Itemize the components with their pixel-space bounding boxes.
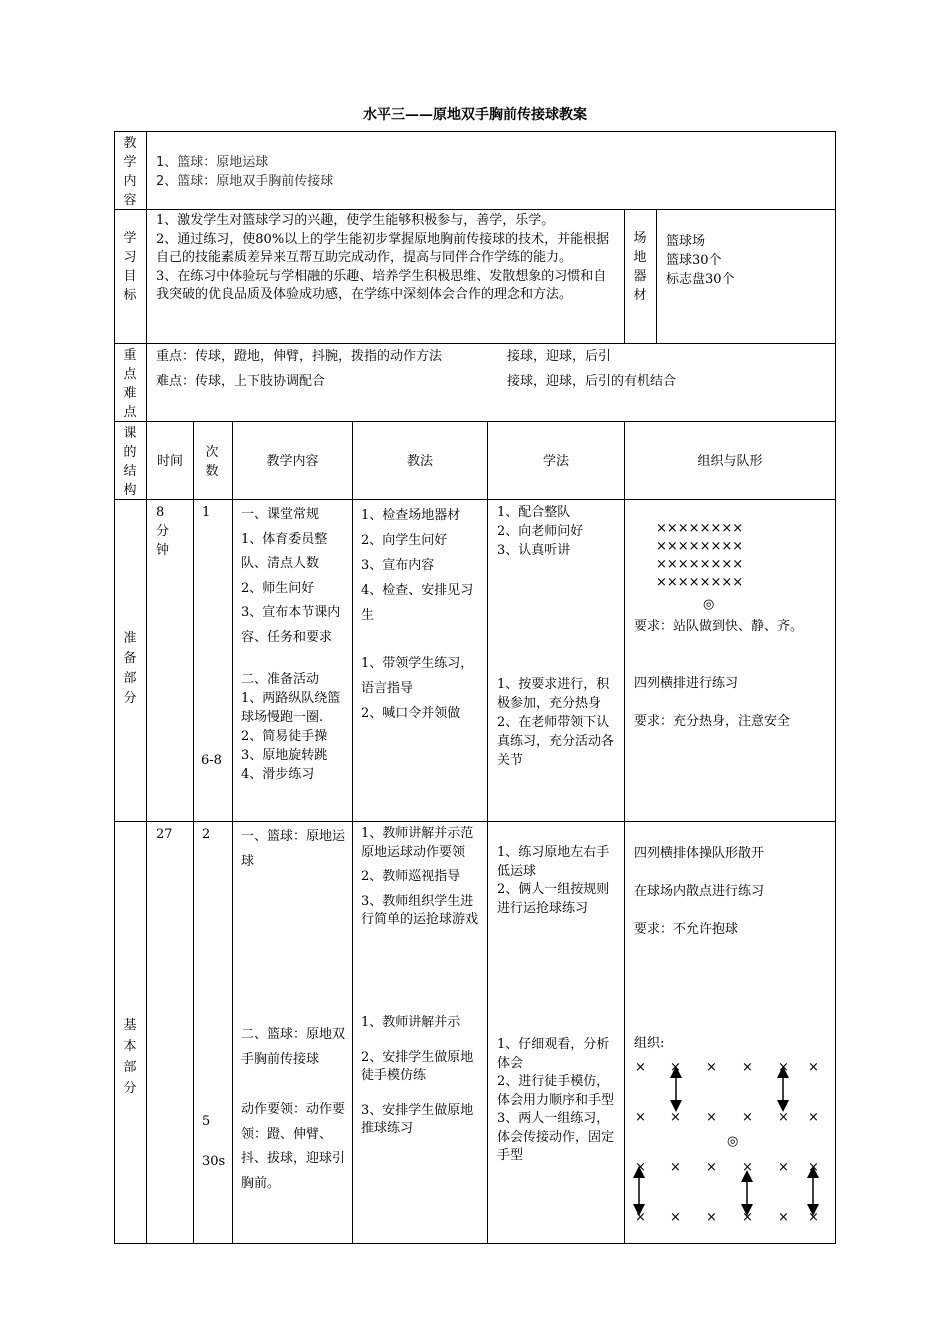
basic-method-b: 1、教师讲解并示 2、安排学生做原地徒手模仿练 3、安排学生做原地推球练习: [361, 1015, 474, 1136]
pass-arrows: [620, 1060, 835, 1230]
basic-org-label: 组织:: [634, 1036, 665, 1051]
player-x: ×: [742, 1210, 753, 1225]
prep-method-b: 1、带领学生练习，语言指导 2、喊口令并领做: [361, 656, 474, 721]
key-point-right: 接球，迎球，后引: [507, 349, 612, 364]
venue-label: 场 地 器 材: [633, 231, 647, 303]
prep-study-a: 1、配合整队 2、向老师问好 3、认真听讲: [497, 505, 584, 558]
count-header: 次 数: [205, 445, 219, 479]
study-header: 学法: [542, 454, 569, 469]
player-x: ×: [808, 1110, 819, 1125]
player-x: ×: [635, 1210, 646, 1225]
formation-row: ××××××××: [656, 557, 744, 572]
prep-label: 准 备 部 分: [123, 631, 137, 706]
basic-time: 27: [156, 827, 173, 842]
player-x: ×: [635, 1110, 646, 1125]
player-x: ×: [742, 1110, 753, 1125]
player-x: ×: [778, 1210, 789, 1225]
basic-study-a: 1、练习原地左右手低运球 2、俩人一组按规则进行运抢球练习: [497, 845, 610, 916]
teaching-content: 1、篮球：原地运球 2、篮球：原地双手胸前传接球: [156, 155, 334, 189]
key-point: 重点：传球，蹬地，伸臂，抖腕，拨指的动作方法: [156, 349, 443, 364]
player-x: ×: [706, 1110, 717, 1125]
player-x: ×: [778, 1110, 789, 1125]
player-x: ×: [635, 1160, 646, 1175]
basic-label: 基 本 部 分: [123, 1018, 137, 1096]
structure-header: 课 的 结 构: [123, 426, 137, 498]
prep-org-requirement: 要求：站队做到快、静、齐。: [634, 619, 804, 634]
player-x: ×: [742, 1060, 753, 1075]
basic-count-2: 5: [202, 1114, 211, 1129]
prep-count-1: 1: [202, 505, 211, 520]
prep-method-a: 1、检查场地器材 2、向学生问好 3、宣布内容 4、检查、安排见习生: [361, 508, 474, 623]
formation-row: ××××××××: [656, 539, 744, 554]
basic-org-a: 四列横排体操队形散开 在球场内散点进行练习 要求：不允许抱球: [634, 846, 765, 937]
method-header: 教法: [406, 454, 433, 469]
basic-count-3: 30s: [202, 1154, 226, 1169]
player-x: ×: [670, 1160, 681, 1175]
content-header: 教学内容: [266, 454, 319, 469]
player-x: ×: [670, 1110, 681, 1125]
prep-org-requirement-2: 要求：充分热身，注意安全: [634, 714, 791, 729]
player-x: ×: [706, 1210, 717, 1225]
prep-study-b: 1、按要求进行，积极参加，充分热身 2、在老师带领下认真练习，充分活动各关节: [497, 677, 615, 768]
difficult-point-right: 接球，迎球，后引的有机结合: [507, 374, 677, 389]
basic-count-1: 2: [202, 827, 211, 842]
player-x: ×: [742, 1160, 753, 1175]
teacher-mark: ◎: [703, 597, 715, 612]
learning-goals-label: 学 习 目 标: [123, 231, 137, 303]
prep-org-practice: 四列横排进行练习: [634, 676, 739, 691]
player-x: ×: [778, 1060, 789, 1075]
prep-time: 8 分 钟: [156, 505, 170, 558]
basic-content-c: 动作要领：动作要领：蹬、伸臂、抖、拔球，迎球引胸前。: [241, 1102, 346, 1191]
player-x: ×: [670, 1210, 681, 1225]
player-x: ×: [778, 1160, 789, 1175]
player-x: ×: [808, 1060, 819, 1075]
prep-count-2: 6-8: [201, 753, 222, 768]
basic-content-b: 二、篮球：原地双手胸前传接球: [241, 1027, 346, 1067]
player-x: ×: [808, 1210, 819, 1225]
teacher-mark: ◎: [727, 1134, 739, 1149]
formation-row: ××××××××: [656, 521, 744, 536]
key-points-label: 重 点 难 点: [123, 348, 137, 420]
basic-study-b: 1、仔细观看，分析体会 2、进行徒手模仿，体会用力顺序和手型 3、两人一组练习，体会传接动作，固定手型: [497, 1037, 615, 1163]
player-x: ×: [635, 1060, 646, 1075]
player-x: ×: [670, 1060, 681, 1075]
time-header: 时间: [156, 454, 183, 469]
player-x: ×: [706, 1060, 717, 1075]
basic-content-a: 一、篮球：原地运球: [241, 829, 346, 869]
venue-equipment: 篮球场 篮球30个 标志盘30个: [666, 234, 735, 287]
learning-goals: 1、激发学生对篮球学习的兴趣，使学生能够积极参与，善学，乐学。 2、通过练习，使80%以上的学生能初步掌握原地胸前传接球的技术，并能根据自己的技能素质差异来互帮互助完成动作，提高与同伴合作学练的能力。 3、在练习中体验玩与学相融的乐趣、培养学生积极思维、发散想象的习惯和自我突破的优良品质及体验成功感，在学练中深刻体会合作的理念和方法。: [156, 213, 610, 302]
org-header: 组织与队形: [697, 454, 763, 469]
page-title: 水平三——原地双手胸前传接球教案: [363, 107, 587, 123]
player-x: ×: [706, 1160, 717, 1175]
prep-content-b: 二、准备活动 1、两路纵队绕篮球场慢跑一圈. 2、简易徒手操 3、原地旋转跳 4、滑步练习: [241, 672, 341, 782]
prep-content-a: 一、课堂常规 1、体育委员整队、清点人数 2、师生问好 3、宣布本节课内容、任务和要求: [241, 507, 341, 645]
difficult-point: 难点：传球，上下肢协调配合: [156, 374, 326, 389]
formation-row: ××××××××: [656, 575, 744, 590]
teaching-content-label: 教 学 内 容: [123, 136, 137, 208]
basic-method-a: 1、教师讲解并示范原地运球动作要领 2、教师巡视指导 3、教师组织学生进行简单的运抢球游戏: [361, 826, 479, 927]
player-x: ×: [808, 1160, 819, 1175]
